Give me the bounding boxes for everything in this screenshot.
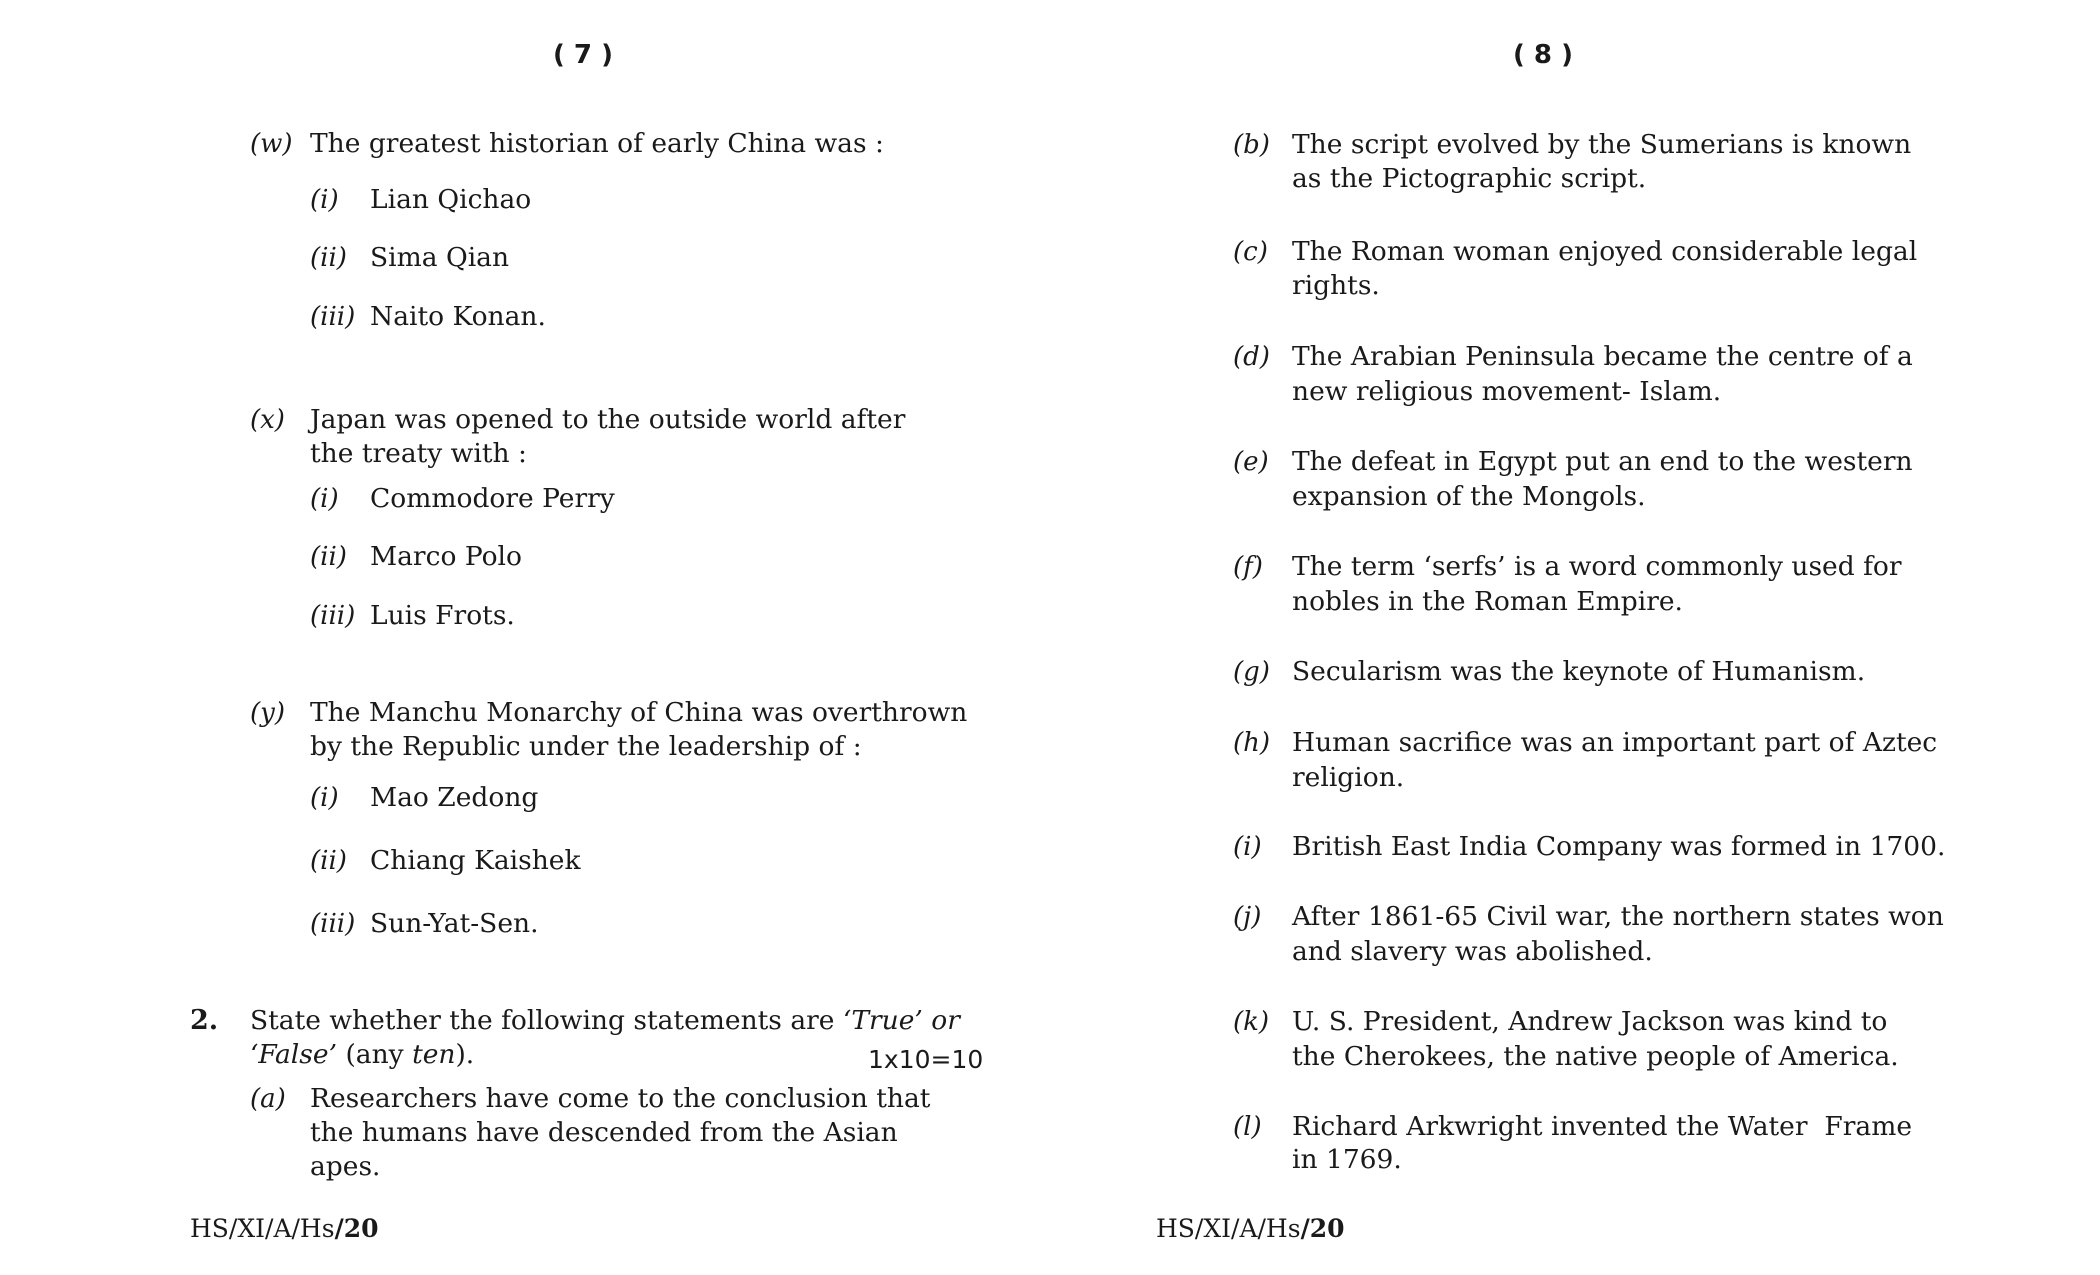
option-label: (i) (310, 783, 339, 813)
option-text: Mao Zedong (370, 782, 539, 813)
intro-italic: ‘True’ or (842, 1005, 960, 1036)
option-label: (ii) (310, 243, 347, 273)
option-label: (iii) (310, 909, 356, 939)
option-text: Marco Polo (370, 541, 522, 572)
item-label: (f) (1233, 552, 1263, 582)
item-text-line: expansion of the Mongols. (1292, 481, 1646, 512)
item-text-line: in 1769. (1292, 1144, 1402, 1175)
item-label: (b) (1233, 130, 1270, 160)
question-intro-line1 (250, 1004, 960, 1038)
intro-text: State whether the following statements are (250, 1005, 835, 1036)
footer-code: HS/XI/A/Hs (190, 1214, 335, 1243)
item-text-line: apes. (310, 1151, 381, 1182)
item-text-line: The Roman woman enjoyed considerable legal (1292, 236, 1918, 267)
footer-num: /20 (1300, 1214, 1345, 1243)
question-text-line: by the Republic under the leadership of : (310, 731, 862, 762)
intro-italic: ‘False’ (250, 1039, 337, 1070)
item-text-line: The script evolved by the Sumerians is known (1292, 129, 1912, 160)
item-label: (i) (1233, 832, 1262, 862)
item-text-line: British East India Company was formed in 1700. (1292, 831, 1946, 862)
intro-text: ). (455, 1039, 475, 1070)
item-text-line: After 1861-65 Civil war, the northern states won (1292, 901, 1944, 932)
item-text-line: the humans have descended from the Asian (310, 1117, 898, 1148)
item-label: (g) (1233, 657, 1270, 687)
footer-code: HS/XI/A/Hs (1156, 1214, 1301, 1243)
option-text: Luis Frots. (370, 600, 515, 631)
item-label: (h) (1233, 728, 1271, 758)
item-text-line: The Arabian Peninsula became the centre of a (1292, 341, 1913, 372)
page-number-left: ( 7 ) (553, 40, 613, 70)
marks-allocation: 1x10=10 (868, 1045, 984, 1074)
question-text-line: Japan was opened to the outside world after (310, 404, 906, 435)
question-label: (w) (250, 129, 293, 159)
option-label: (ii) (310, 542, 347, 572)
option-label: (ii) (310, 846, 347, 876)
item-text-line: as the Pictographic script. (1292, 163, 1647, 194)
footer-right (1156, 1214, 1344, 1243)
item-label: (e) (1233, 447, 1269, 477)
question-number: 2. (190, 1005, 219, 1036)
option-label: (i) (310, 185, 339, 215)
question-text: The greatest historian of early China was : (310, 128, 884, 159)
option-text: Chiang Kaishek (370, 845, 581, 876)
item-text-line: the Cherokees, the native people of America. (1292, 1041, 1899, 1072)
item-text-line: Human sacrifice was an important part of Aztec (1292, 727, 1938, 758)
page-number-right: ( 8 ) (1513, 40, 1573, 70)
question-intro-line2 (250, 1038, 474, 1072)
option-text: Sima Qian (370, 242, 510, 273)
item-text-line: new religious movement- Islam. (1292, 376, 1722, 407)
item-text-line: Richard Arkwright invented the Water Frame (1292, 1111, 1913, 1142)
footer-num: /20 (334, 1214, 379, 1243)
question-text-line: the treaty with : (310, 438, 527, 469)
item-label: (k) (1233, 1007, 1270, 1037)
option-text: Lian Qichao (370, 184, 532, 215)
item-text-line: Secularism was the keynote of Humanism. (1292, 656, 1866, 687)
item-label: (d) (1233, 342, 1270, 372)
item-label: (l) (1233, 1112, 1262, 1142)
option-text: Naito Konan. (370, 301, 546, 332)
option-label: (iii) (310, 302, 356, 332)
intro-italic: ten (412, 1039, 456, 1070)
item-label: (j) (1233, 902, 1262, 932)
question-label: (x) (250, 405, 285, 435)
item-text-line: rights. (1292, 270, 1380, 301)
item-text-line: U. S. President, Andrew Jackson was kind to (1292, 1006, 1888, 1037)
option-label: (i) (310, 484, 339, 514)
option-text: Commodore Perry (370, 483, 615, 514)
item-text-line: nobles in the Roman Empire. (1292, 586, 1683, 617)
item-text-line: The defeat in Egypt put an end to the western (1292, 446, 1913, 477)
item-text-line: and slavery was abolished. (1292, 936, 1653, 967)
question-text-line: The Manchu Monarchy of China was overthrown (310, 697, 968, 728)
item-text-line: religion. (1292, 762, 1405, 793)
item-text-line: Researchers have come to the conclusion that (310, 1083, 931, 1114)
item-text-line: The term ‘serfs’ is a word commonly used for (1292, 551, 1902, 582)
option-text: Sun-Yat-Sen. (370, 908, 539, 939)
item-label: (c) (1233, 237, 1268, 267)
option-label: (iii) (310, 601, 356, 631)
item-label: (a) (250, 1084, 286, 1114)
question-label: (y) (250, 698, 285, 728)
intro-text: (any (345, 1039, 404, 1070)
footer-left (190, 1214, 378, 1243)
